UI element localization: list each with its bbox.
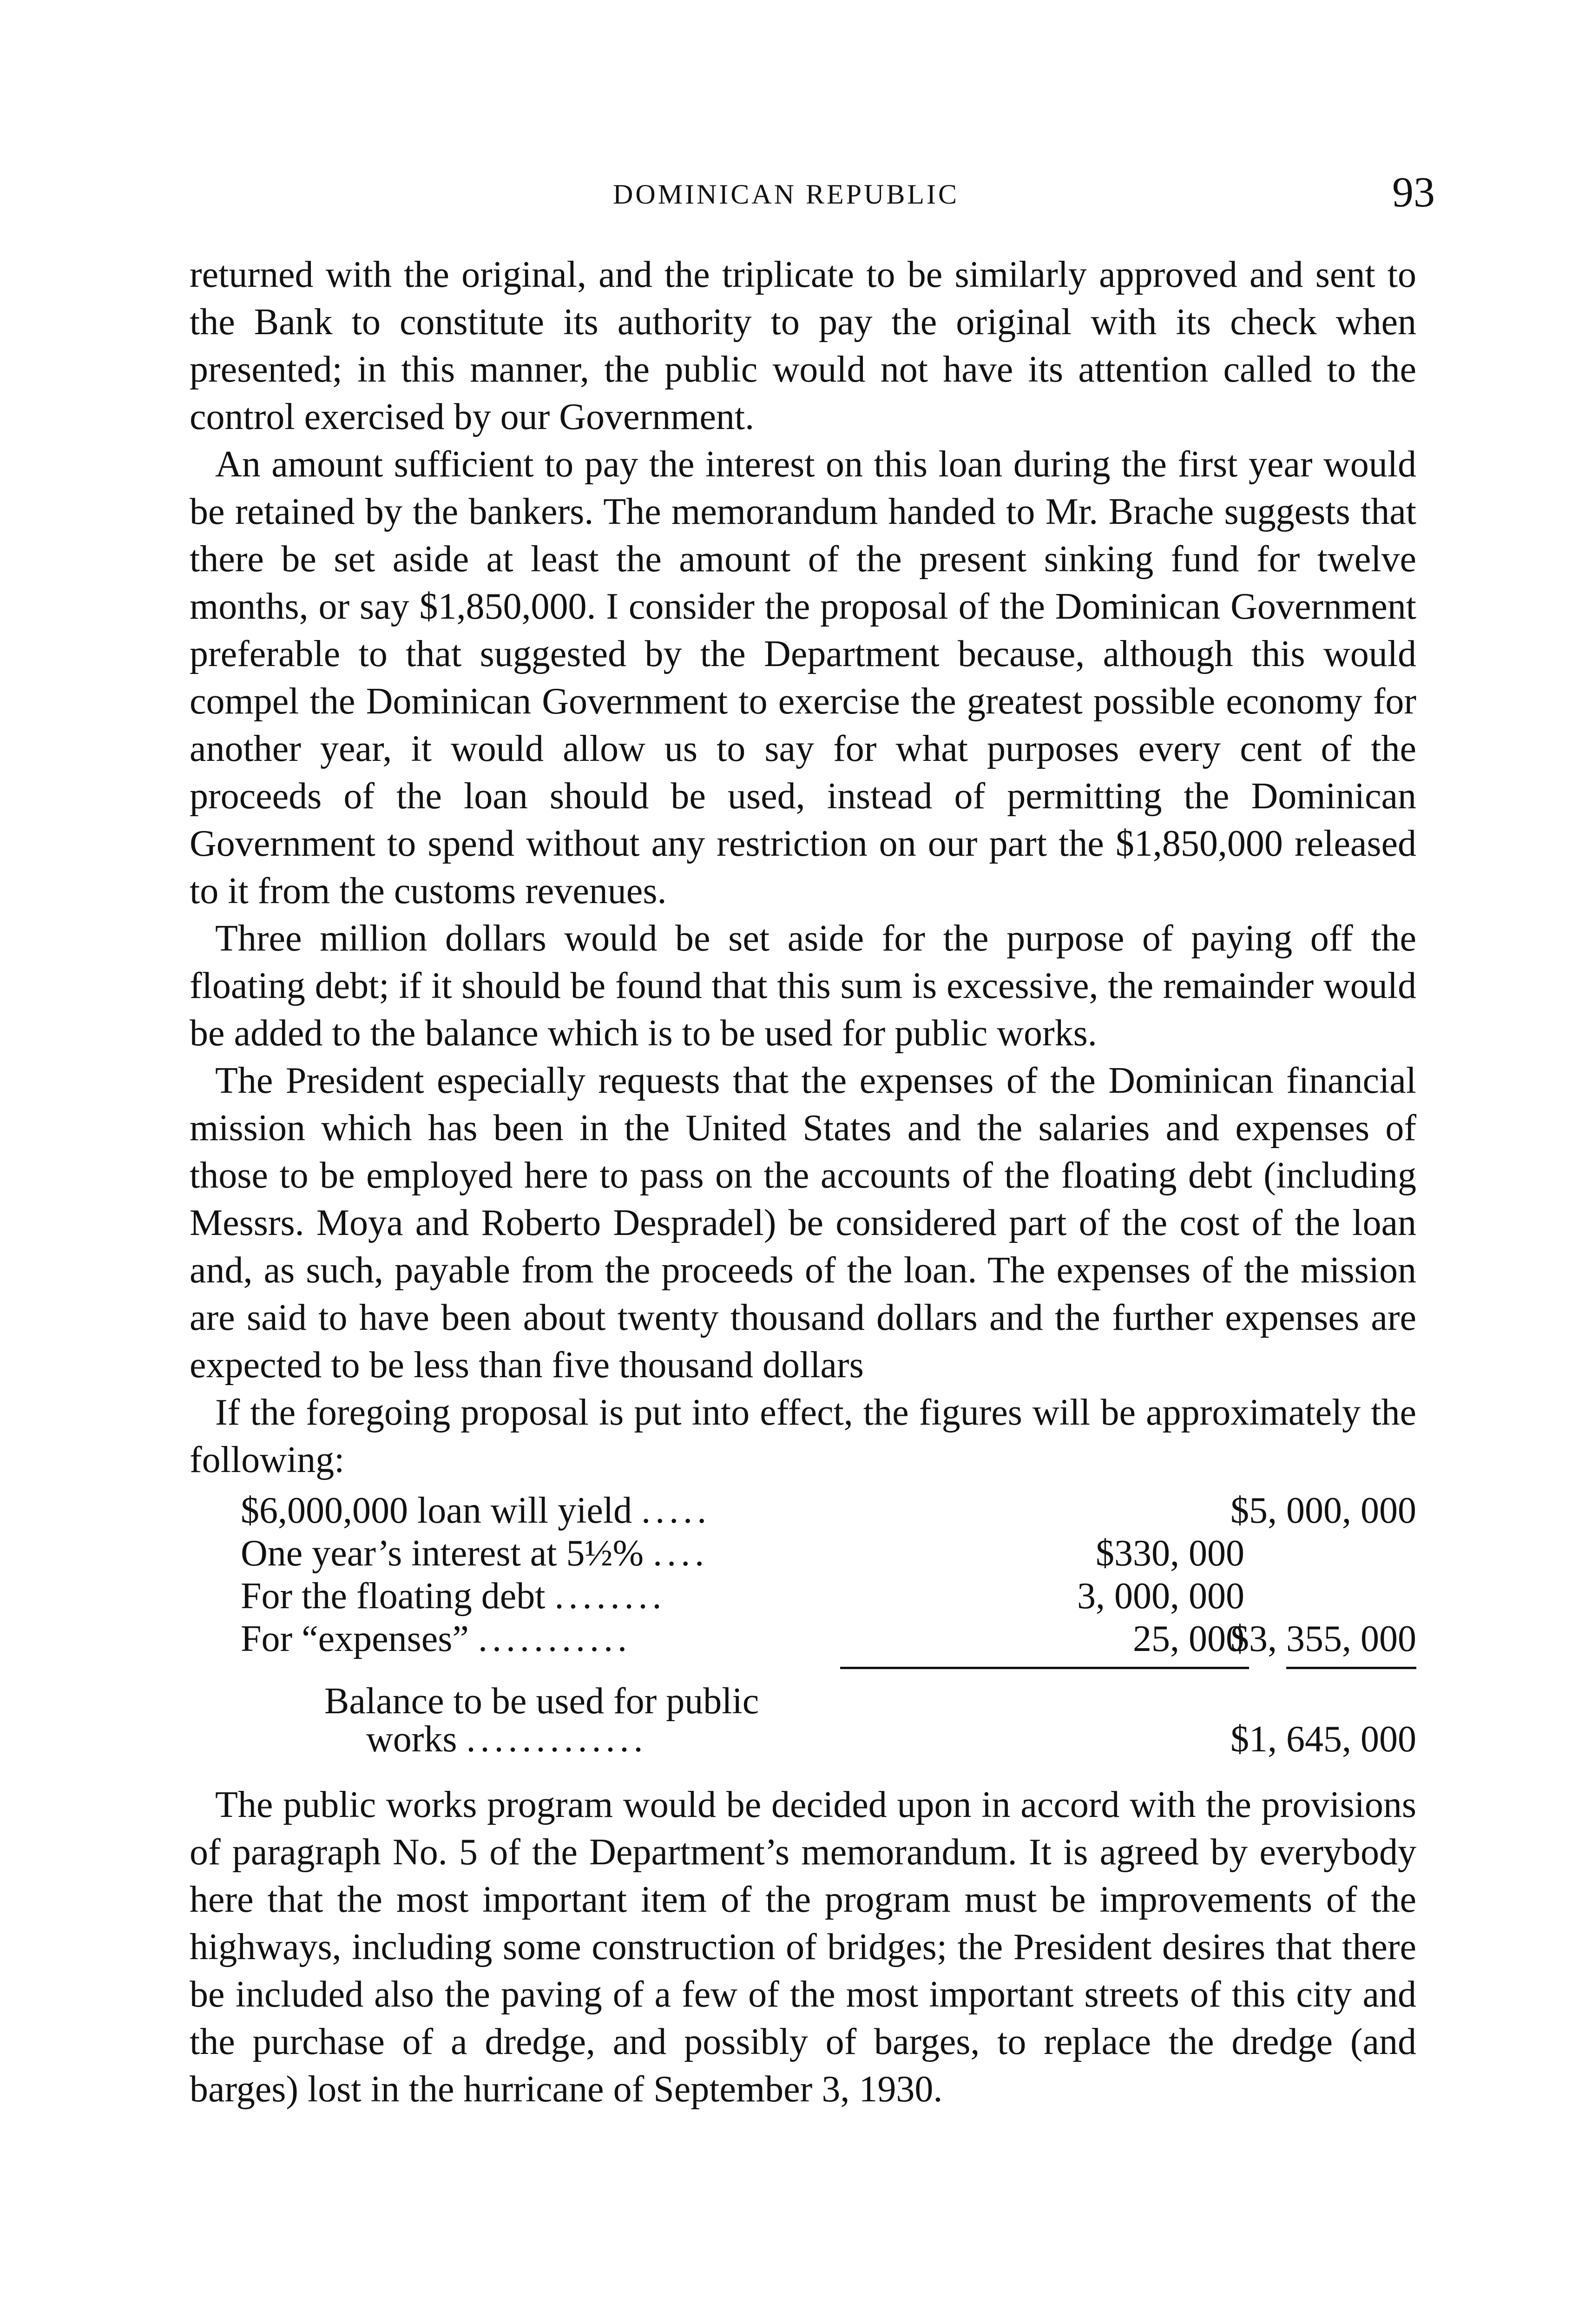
leader-dots: ............. bbox=[466, 1719, 648, 1760]
paragraph-figures-intro: If the foregoing proposal is put into effect, the figures will be approximately the following: bbox=[190, 1392, 1416, 1480]
paragraph-interest: An amount sufficient to pay the interest on this loan during the first year would be retained by the bankers. The memorandum handed to Mr. Brache suggests that there be set aside at least the amount of the present sinking fund for twelve months, or say $1,850,000. I consider the proposal of the Dominican Government preferable to that suggested by the Department because, although this would compel the Dominican Government to exercise the greatest possible economy for another year, it would allow us to say for what purposes every cent of the proceeds of the loan should be used, instead of permitting the Dominican Government to spend without any restriction on our part the $1,850,000 released to it from the customs revenues. bbox=[190, 444, 1416, 911]
table-row bbox=[190, 1573, 1416, 1619]
page-number: 93 bbox=[1392, 168, 1435, 216]
table-row bbox=[190, 1616, 1416, 1662]
leader-dots: ..... bbox=[641, 1490, 711, 1531]
balance-label: Balance to be used for public bbox=[324, 1681, 759, 1722]
running-title: DOMINICAN REPUBLIC bbox=[612, 179, 960, 210]
subtotal-rule bbox=[840, 1667, 1249, 1669]
total-rule bbox=[1286, 1667, 1416, 1669]
balance-label-continued: works bbox=[366, 1719, 457, 1760]
row-total: $5, 000, 000 bbox=[1230, 1490, 1416, 1531]
row-label: One year’s interest at 5½% bbox=[241, 1533, 644, 1574]
table-row bbox=[190, 1530, 1416, 1577]
row-amount: 25, 000 bbox=[1133, 1618, 1244, 1659]
row-amount: 3, 000, 000 bbox=[1077, 1576, 1244, 1617]
paragraph-floating-debt: Three million dollars would be set aside for the purpose of paying off the floating debt; if it should be found that this sum is excessive, the remainder would be added to the balance which is to be used for public works. bbox=[190, 918, 1416, 1054]
running-head bbox=[0, 167, 1572, 218]
table-row bbox=[190, 1487, 1416, 1534]
balance-row-line2 bbox=[190, 1716, 1416, 1763]
loan-figures-table bbox=[190, 1487, 1416, 1763]
row-label: For “expenses” bbox=[241, 1618, 469, 1659]
leader-dots: ........... bbox=[478, 1618, 631, 1659]
balance-value: $1, 645, 000 bbox=[1230, 1719, 1416, 1760]
body-text bbox=[190, 251, 1416, 2113]
row-amount: $330, 000 bbox=[1096, 1533, 1244, 1574]
leader-dots: .... bbox=[653, 1533, 709, 1574]
paragraph-continued: returned with the original, and the triplicate to be similarly approved and sent to the Bank to constitute its authority to pay the original with its check when presented; in this manner, the public would not have its attention called to the control exercised by our Government. bbox=[190, 254, 1416, 437]
leader-dots: ........ bbox=[554, 1576, 666, 1617]
paragraph-mission-expenses: The President especially requests that the expenses of the Dominican financial mission which has been in the United States and the salaries and expenses of those to be employed here to pass on the accounts of the floating debt (including Messrs. Moya and Roberto Despradel) be considered part of the cost of the loan and, as such, payable from the proceeds of the loan. The expenses of the mission are said to have been about twenty thousand dollars and the further expenses are expected to be less than five thousand dollars bbox=[190, 1060, 1416, 1386]
row-label: For the floating debt bbox=[241, 1576, 546, 1617]
paragraph-public-works: The public works program would be decided upon in accord with the provisions of paragraph No. 5 of the Department’s memorandum. It is agreed by everybody here that the most important item of the program must be improvements of the highways, including some construction of bridges; the President desires that there be included also the paving of a few of the most important streets of this city and the purchase of a dredge, and possibly of barges, to replace the dredge (and barges) lost in the hurricane of September 3, 1930. bbox=[190, 1784, 1416, 2110]
row-total: $3, 355, 000 bbox=[1230, 1618, 1416, 1659]
row-label: $6,000,000 loan will yield bbox=[241, 1490, 632, 1531]
